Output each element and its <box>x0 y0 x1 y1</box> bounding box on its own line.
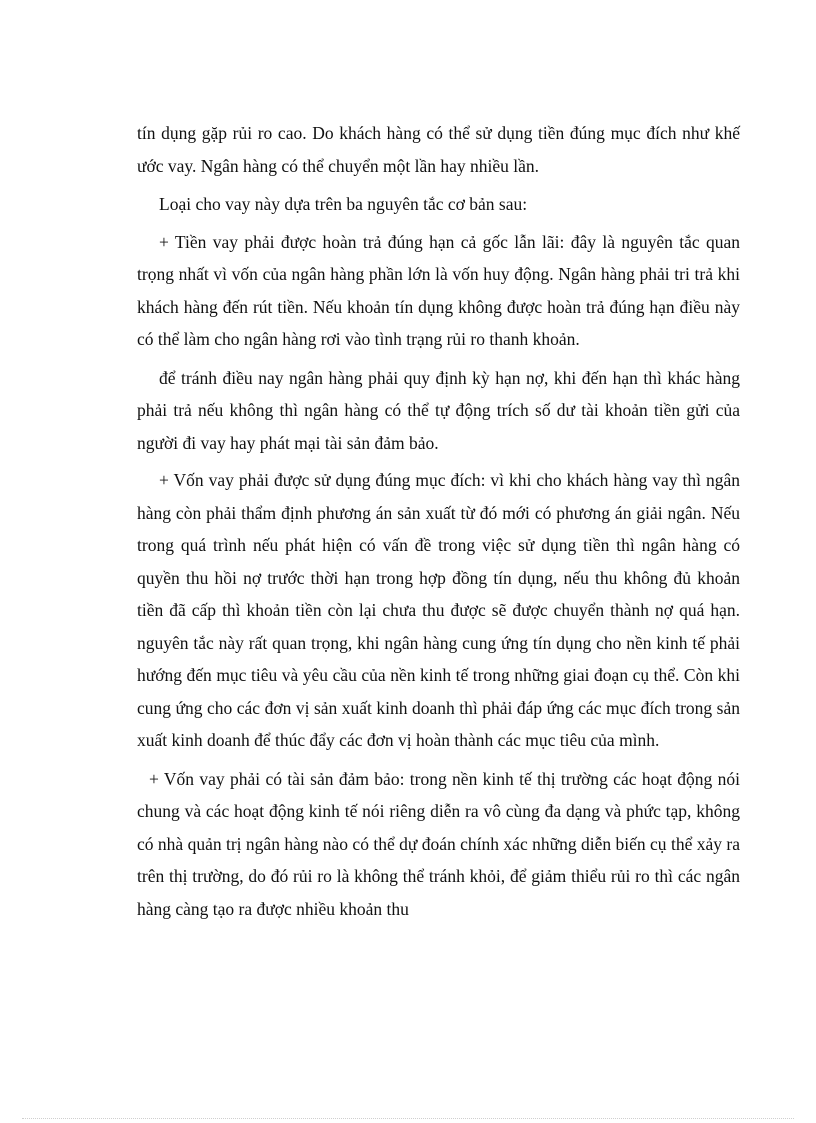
paragraph-principle-collateral: + Vốn vay phải có tài sản đảm bảo: trong nền kinh tế thị trường các hoạt động nói chung và các hoạt động kinh tế nói riêng diễn ra vô cùng đa dạng và phức tạp, không có nhà quản trị ngân hàng nào có thể dự đoán chính xác những diễn biến cụ thể xảy ra trên thị trường, do đó rủi ro là không thể tránh khỏi, để giảm thiểu rủi ro thì các ngân hàng càng tạo ra được nhiều khoản thu <box>137 768 740 919</box>
paragraph-principles-intro: Loại cho vay này dựa trên ba nguyên tắc cơ bản sau: <box>159 194 528 214</box>
paragraph-continuation: tín dụng gặp rủi ro cao. Do khách hàng có thể sử dụng tiền đúng mục đích như khế ước vay. Ngân hàng có thể chuyển một lần hay nhiều lần. <box>137 123 740 176</box>
paragraph-repayment-note: để tránh điều nay ngân hàng phải quy định kỳ hạn nợ, khi đến hạn thì khác hàng phải trả nếu không thì ngân hàng có thể tự động trích số dư tài khoản tiền gửi của người đi vay hay phát mại tài sản đảm bảo. <box>137 367 740 453</box>
paragraph-principle-repayment: + Tiền vay phải được hoàn trả đúng hạn cả gốc lẫn lãi: đây là nguyên tắc quan trọng nhất vì vốn của ngân hàng phần lớn là vốn huy động. Ngân hàng phải tri trả khi khách hàng đến rút tiền. Nếu khoản tín dụng không được hoàn trả đúng hạn điều này có thể làm cho ngân hàng rơi vào tình trạng rủi ro thanh khoản. <box>137 231 740 349</box>
paragraph-principle-purpose: + Vốn vay phải được sử dụng đúng mục đích: vì khi cho khách hàng vay thì ngân hàng còn phải thẩm định phương án sản xuất từ đó mới có phương án giải ngân. Nếu trong quá trình nếu phát hiện có vấn đề trong việc sử dụng tiền thì ngân hàng có quyền thu hồi nợ trước thời hạn trong hợp đồng tín dụng, nếu thu không đủ khoản tiền đã cấp thì khoản tiền còn lại chưa thu được sẽ được chuyển thành nợ quá hạn. nguyên tắc này rất quan trọng, khi ngân hàng cung ứng tín dụng cho nền kinh tế phải hướng đến mục tiêu và yêu cầu của nền kinh tế trong những giai đoạn cụ thể. Còn khi cung ứng cho các đơn vị sản xuất kinh doanh thì phải đáp ứng các mục đích trong sản xuất kinh doanh để thúc đẩy các đơn vị hoàn thành các mục tiêu của mình. <box>137 470 740 750</box>
body-text <box>137 117 740 925</box>
page-bottom-divider <box>22 1118 794 1119</box>
